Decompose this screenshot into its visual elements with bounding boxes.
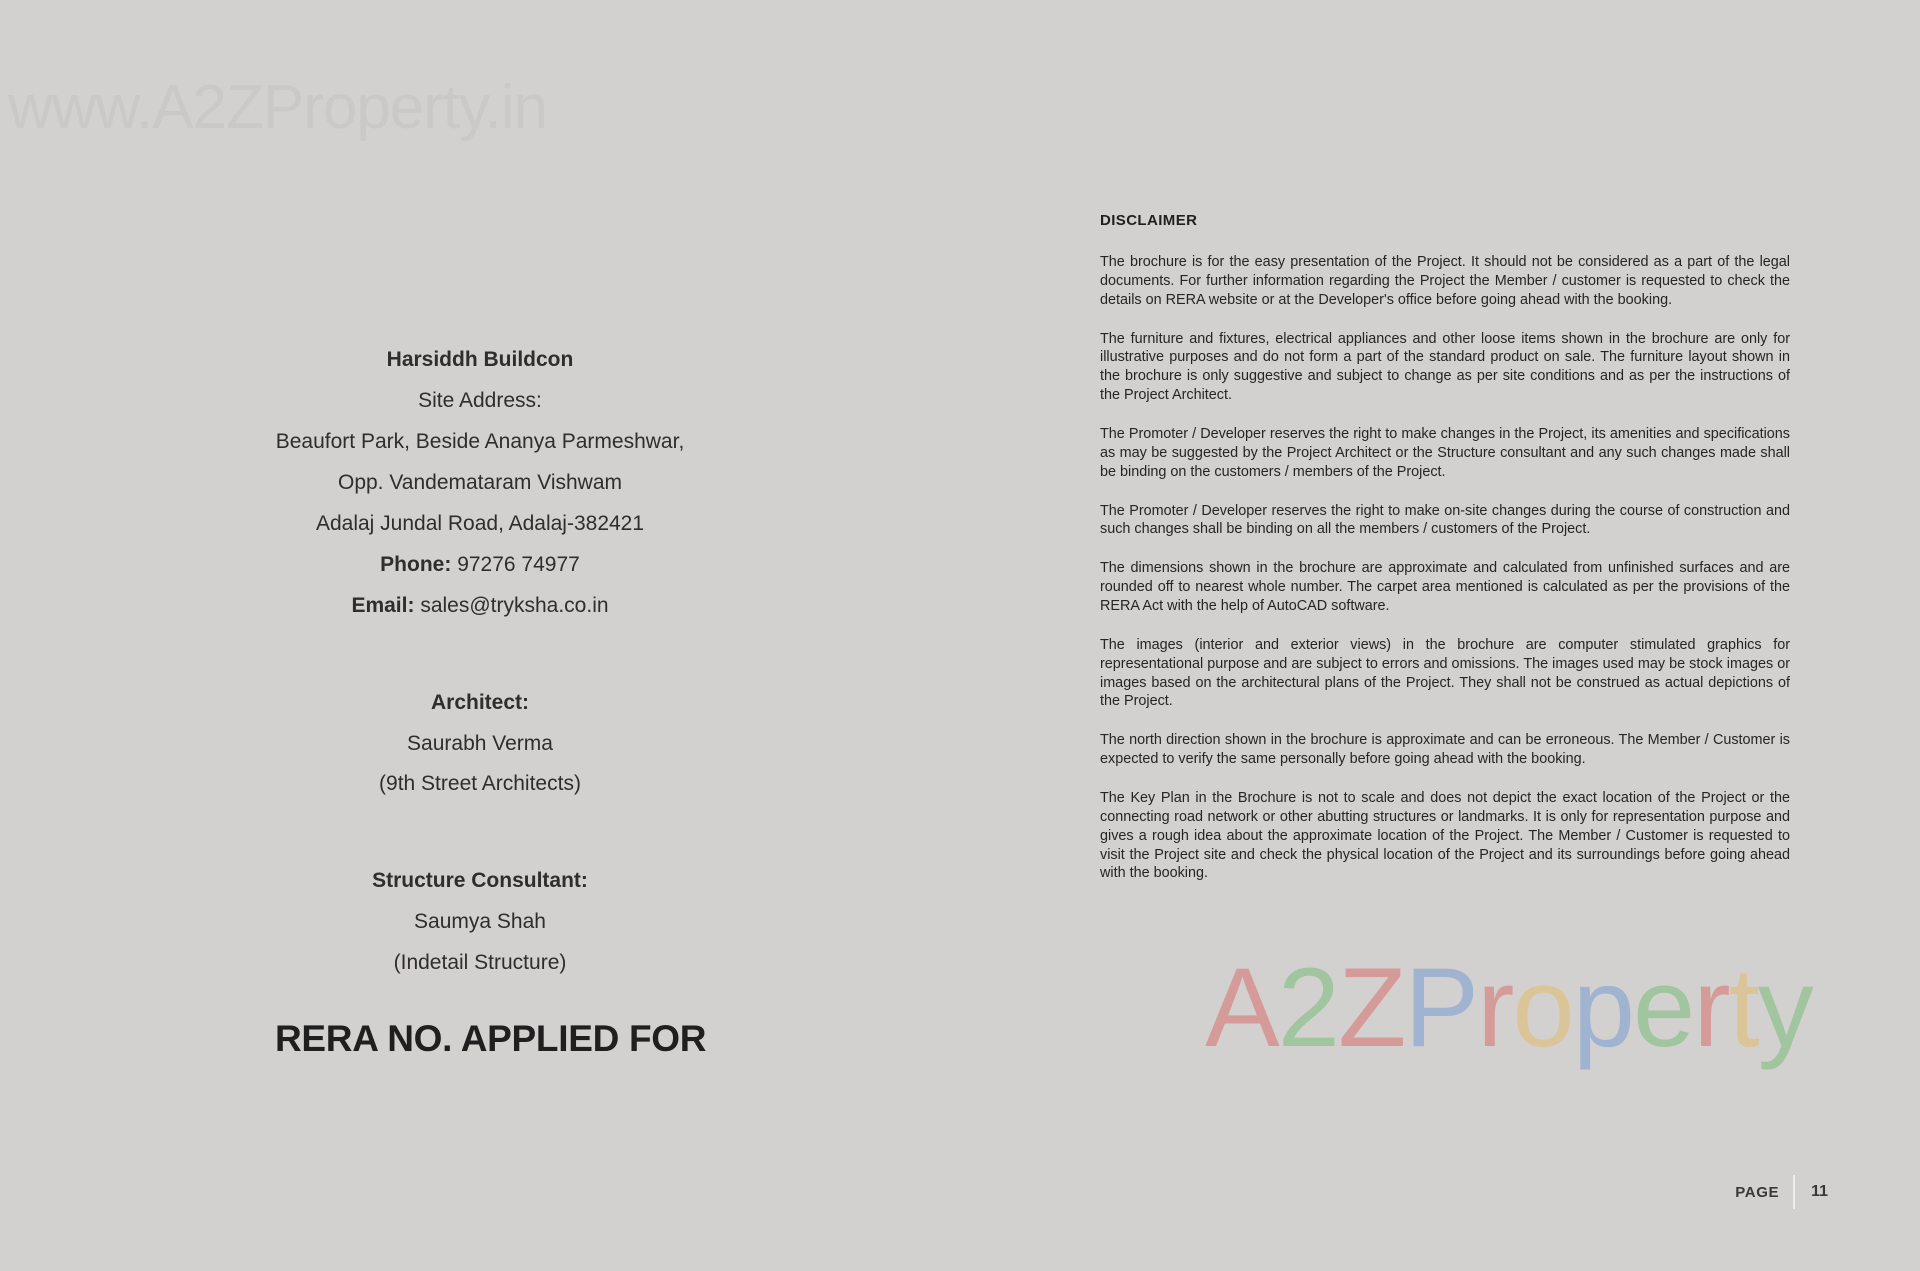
disclaimer-heading: DISCLAIMER — [1100, 212, 1198, 229]
page-footer — [1735, 1175, 1828, 1209]
site-address-line-1: Beaufort Park, Beside Ananya Parmeshwar, — [275, 429, 685, 453]
watermark-letter-5: o — [1512, 945, 1573, 1070]
architect-title: Architect: — [430, 690, 530, 714]
developer-info-column — [170, 340, 790, 984]
architect-block — [170, 683, 790, 806]
page-label: PAGE — [1735, 1183, 1780, 1201]
watermark-url: www.A2ZProperty.in — [8, 73, 548, 142]
email-value[interactable]: sales@tryksha.co.in — [420, 593, 609, 617]
phone-value[interactable]: 97276 74977 — [457, 552, 580, 576]
disclaimer-paragraph: The Promoter / Developer reserves the right to make on-site changes during the course of construction and such changes shall be binding on all the members / customers of the Project. — [1100, 502, 1790, 538]
disclaimer-column — [1100, 212, 1790, 883]
disclaimer-paragraph: The Key Plan in the Brochure is not to scale and does not depict the exact location of the Project or the connecting road network or other abutting structures or landmarks. It is only for representation purpose and gives a rough idea about the approximate location of the Project. The Member / Customer is requested to visit the Project site and check the physical location of the Project and its surroundings before going ahead with the booking. — [1100, 790, 1790, 882]
phone-label: Phone: — [380, 552, 452, 576]
disclaimer-paragraph: The Promoter / Developer reserves the right to make changes in the Project, its amenities and specifications as may be suggested by the Project Architect or the Structure consultant and any such changes made shall be binding on the customers / members of the Project. — [1100, 426, 1790, 480]
structure-consultant-firm: (Indetail Structure) — [393, 951, 567, 975]
developer-contact-block — [170, 340, 790, 627]
watermark-letter-10: y — [1757, 945, 1812, 1070]
watermark-letter-4: r — [1477, 945, 1513, 1070]
structure-consultant-title: Structure Consultant: — [372, 869, 588, 893]
structure-consultant-name: Saumya Shah — [414, 910, 546, 934]
watermark-letter-8: r — [1693, 945, 1729, 1070]
spacer-after-architect — [170, 805, 790, 861]
phone-line — [170, 545, 790, 586]
watermark-letter-9: t — [1728, 945, 1758, 1070]
architect-name: Saurabh Verma — [407, 731, 553, 755]
architect-firm: (9th Street Architects) — [379, 772, 581, 796]
site-address-line-2: Opp. Vandemataram Vishwam — [337, 470, 623, 494]
watermark-letter-2: Z — [1338, 945, 1405, 1070]
disclaimer-paragraph: The brochure is for the easy presentation of the Project. It should not be considered as a part of the legal documents. For further information regarding the Project the Member / customer is requested to check the details on RERA website or at the Developer's office before going ahead with the booking. — [1100, 254, 1790, 308]
watermark-letter-6: p — [1572, 945, 1634, 1070]
watermark-brand-logo — [1205, 945, 1812, 1070]
email-line — [170, 586, 790, 627]
spacer-after-contact — [170, 627, 790, 683]
watermark-letter-1: 2 — [1277, 945, 1338, 1070]
site-address-label: Site Address: — [418, 388, 542, 412]
disclaimer-paragraph: The north direction shown in the brochure is approximate and can be erroneous. The Member / Customer is expected to verify the same personally before going ahead with the booking. — [1100, 732, 1790, 768]
disclaimer-paragraph: The furniture and fixtures, electrical appliances and other loose items shown in the brochure are only for illustrative purposes and do not form a part of the standard product on sale. The furniture layout shown in the brochure is only suggestive and subject to change as per site conditions and as per the instructions of the Project Architect. — [1100, 330, 1790, 404]
email-label: Email: — [351, 593, 415, 617]
watermark-letter-3: P — [1404, 945, 1478, 1070]
developer-company-name: Harsiddh Buildcon — [386, 348, 574, 371]
watermark-letter-7: e — [1633, 945, 1694, 1070]
page-number: 11 — [1811, 1183, 1828, 1200]
disclaimer-paragraph: The images (interior and exterior views) in the brochure are computer stimulated graphics for representational purpose and are subject to errors and omissions. The images used may be stock images or images based on the architectural plans of the Project. They shall not be construed as actual depictions of the Project. — [1100, 636, 1790, 710]
rera-notice: RERA NO. APPLIED FOR — [275, 1018, 707, 1059]
watermark-letter-0: A — [1205, 945, 1278, 1070]
site-address-line-3: Adalaj Jundal Road, Adalaj-382421 — [315, 511, 645, 535]
disclaimer-paragraph: The dimensions shown in the brochure are approximate and calculated from unfinished surfaces and are rounded off to nearest whole number. The carpet area mentioned is calculated as per the provisions of the RERA Act with the help of AutoCAD software. — [1100, 560, 1790, 615]
structure-consultant-block — [170, 861, 790, 984]
